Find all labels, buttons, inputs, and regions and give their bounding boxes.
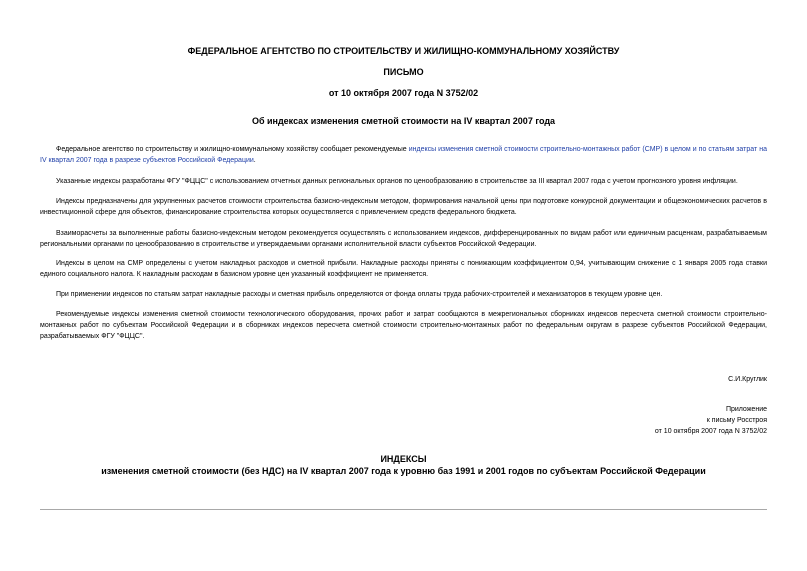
appendix-label: Приложение (725, 406, 767, 413)
document-date-number: от 10 октября 2007 года N 3752/02 (328, 88, 479, 98)
annex-subtitle: изменения сметной стоимости (без НДС) на IV квартал 2007 года к уровню баз 1991 и 2001 годов по субъектам Российской Федерации (101, 466, 706, 476)
divider (40, 509, 767, 510)
document-subject: Об индексах изменения сметной стоимости на IV квартал 2007 года (251, 116, 556, 126)
paragraph-1-end: . (253, 157, 256, 164)
appendix-reference: к письму Росстроя (706, 417, 767, 424)
appendix-date-number: от 10 октября 2007 года N 3752/02 (654, 428, 767, 435)
paragraph-6: При применении индексов по статьям затрат накладные расходы и сметная прибыль определяются от фонда оплаты труда рабочих-строителей и механизаторов в текущем уровне цен. (56, 291, 663, 298)
paragraph-1-text: Федеральное агентство по строительству и жилищно-коммунальному хозяйству сообщает рекомендуемые (56, 146, 409, 153)
paragraph-1 (40, 144, 767, 166)
signature: С.И.Круглик (728, 376, 767, 383)
annex-title: ИНДЕКСЫ (380, 454, 427, 464)
paragraph-7: Рекомендуемые индексы изменения сметной стоимости технологического оборудования, прочих работ и затрат сообщаются в межрегиональных сборниках индексов пересчета сметной стоимости строительно-монтажных работ по субъектам Российской Федерации и в сборниках индексов пересчета сметной стоимости строительно-монтажных работ по федеральным округам в разрезе субъектов Российской Федерации, разрабатываемых ФГУ "ФЦЦС". (40, 311, 767, 340)
paragraph-2: Указанные индексы разработаны ФГУ "ФЦЦС" с использованием отчетных данных региональных органов по ценообразованию в строительстве за III квартал 2007 года с учетом прогнозного уровня инфляции. (56, 178, 738, 185)
paragraph-5: Индексы в целом на СМР определены с учетом накладных расходов и сметной прибыли. Накладные расходы приняты с понижающим коэффициентом 0,94, учитывающим снижение с 1 января 2005 года ставки единого социального налога. К накладным расходам в базисном уровне цен указанный коэффициент не применяется. (40, 260, 767, 278)
paragraph-3: Индексы предназначены для укрупненных расчетов стоимости строительства базисно-индексным методом, формирования начальной цены при подготовке конкурсной документации и общеэкономических расчетов в инвестиционной сфере для объектов, финансирование строительства которых осуществляется с привлечением средств федерального бюджета. (40, 198, 767, 216)
paragraph-4: Взаиморасчеты за выполненные работы базисно-индексным методом рекомендуется осуществлять с использованием индексов, дифференцированных по видам работ или единичным расценкам, разрабатываемым региональными органами по ценообразованию в строительстве и утверждаемыми органами исполнительной власти субъектов Российской Федерации. (40, 230, 767, 248)
agency-heading: ФЕДЕРАЛЬНОЕ АГЕНТСТВО ПО СТРОИТЕЛЬСТВУ И ЖИЛИЩНО-КОММУНАЛЬНОМУ ХОЗЯЙСТВУ (187, 46, 620, 56)
document-type: ПИСЬМО (383, 67, 424, 77)
indices-link[interactable]: индексы изменения сметной стоимости строительно-монтажных работ (СМР) в целом и по статьям затрат на IV квартал 2007 года в разрезе субъектов Российской Федерации (40, 146, 767, 164)
